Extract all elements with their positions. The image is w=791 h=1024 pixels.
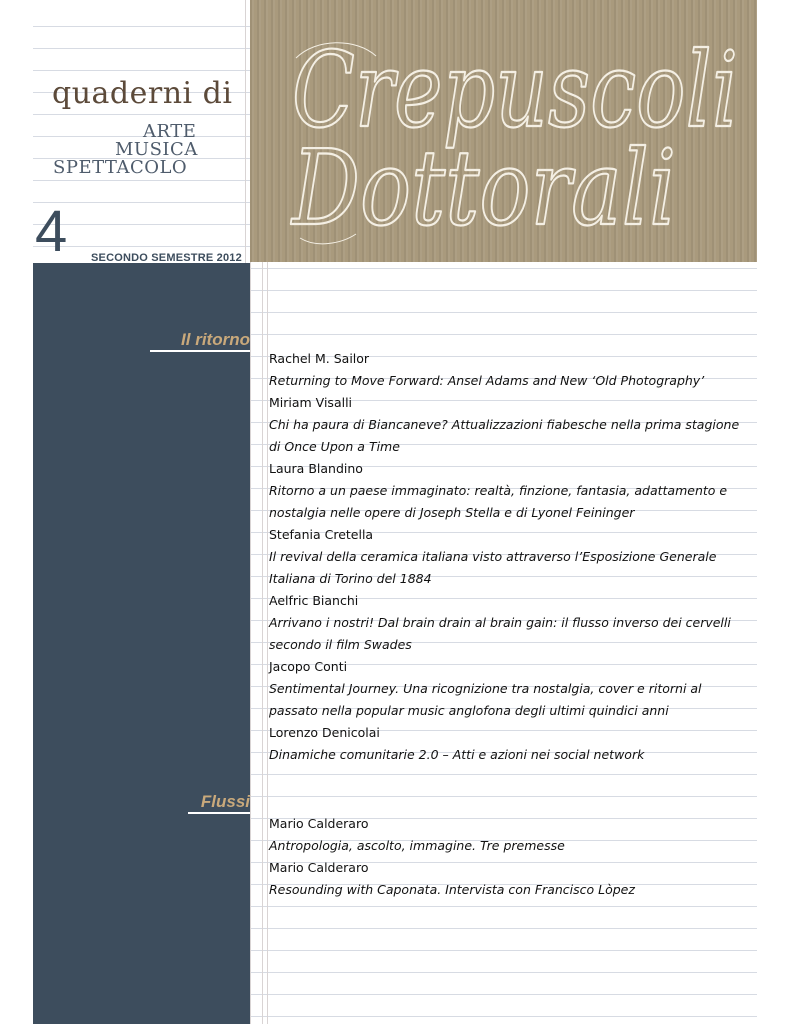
entry-title: di Once Upon a Time (269, 439, 400, 454)
entry-title: Italiana di Torino del 1884 (269, 571, 432, 586)
entry-author: Mario Calderaro (269, 860, 369, 875)
section-underline (188, 812, 250, 814)
section-title-flussi: Flussi (200, 792, 250, 811)
entry-author: Aelfric Bianchi (269, 593, 359, 608)
entry-author: Miriam Visalli (269, 395, 353, 410)
sidebar-panel (33, 263, 250, 1024)
logo-line-2: Dottorali (290, 127, 676, 248)
entry-author: Laura Blandino (269, 461, 363, 476)
entry-title: Resounding with Caponata. Intervista con Francisco Lòpez (269, 882, 635, 897)
entry-title: Sentimental Journey. Una ricognizione tra nostalgia, cover e ritorni al (269, 681, 702, 696)
entry-title: Returning to Move Forward: Ansel Adams and New ‘Old Photography’ (269, 373, 705, 388)
entry-title: Arrivano i nostri! Dal brain drain al brain gain: il flusso inverso dei cervelli (269, 615, 731, 630)
section-underline (150, 350, 250, 352)
entry-title: secondo il film Swades (269, 637, 412, 652)
section-entries-il-ritorno (269, 348, 749, 766)
entry-title: Chi ha paura di Biancaneve? Attualizzazioni fiabesche nella prima stagione (269, 417, 740, 432)
subject-arte: ARTE (143, 121, 197, 142)
subject-spettacolo: SPETTACOLO (53, 157, 188, 178)
section-title-il-ritorno: Il ritorno (181, 330, 250, 349)
logo-line-1: Crepuscoli (292, 38, 738, 151)
series-label: quaderni di (52, 76, 233, 111)
crepuscoli-dottorali-logo (286, 38, 746, 248)
entry-title: Ritorno a un paese immaginato: realtà, finzione, fantasia, adattamento e (269, 483, 728, 498)
entry-title: nostalgia nelle opere di Joseph Stella e di Lyonel Feininger (269, 505, 635, 520)
entry-author: Jacopo Conti (269, 659, 348, 674)
entry-author: Lorenzo Denicolai (269, 725, 380, 740)
entry-title: Dinamiche comunitarie 2.0 – Atti e azioni nei social network (269, 747, 645, 762)
entry-title: Antropologia, ascolto, immagine. Tre premesse (269, 838, 565, 853)
section-entries-flussi (269, 813, 749, 901)
entry-author: Mario Calderaro (269, 816, 369, 831)
subject-musica: MUSICA (115, 139, 198, 160)
semester-label: SECONDO SEMESTRE 2012 (91, 252, 242, 264)
entry-title: passato nella popular music anglofona degli ultimi quindici anni (269, 703, 669, 718)
entry-author: Rachel M. Sailor (269, 351, 370, 366)
entry-title: Il revival della ceramica italiana visto attraverso l’Esposizione Generale (269, 549, 717, 564)
entry-author: Stefania Cretella (269, 527, 374, 542)
issue-number: 4 (35, 199, 68, 264)
